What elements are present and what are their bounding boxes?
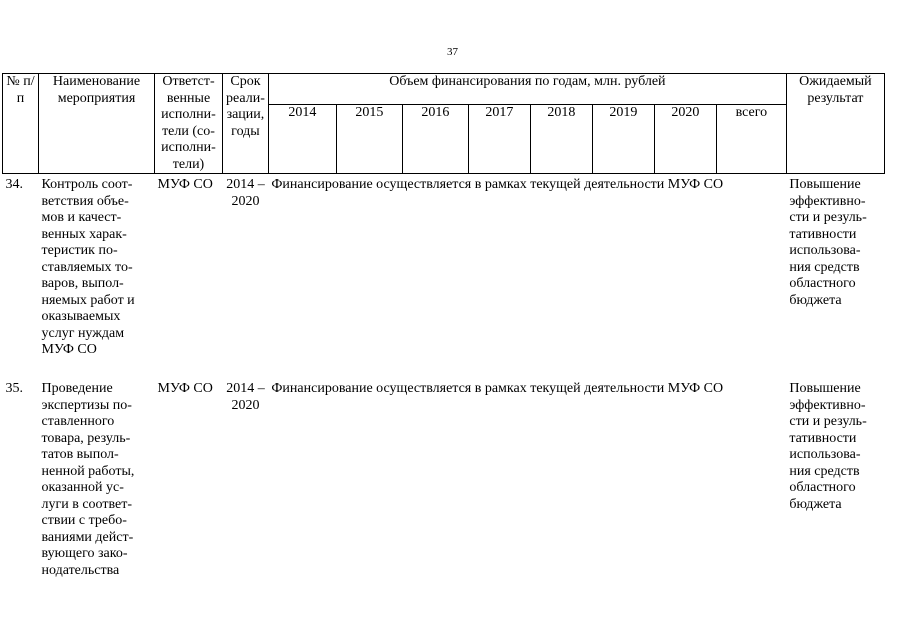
table-row <box>3 174 885 378</box>
year-2020: 2020 <box>654 105 716 174</box>
year-2014: 2014 <box>268 105 336 174</box>
header-row <box>3 74 885 105</box>
page-number: 37 <box>447 46 458 58</box>
year-total: всего <box>716 105 786 174</box>
row-financing: Финансирование осуществляется в рамках текущей деятельности МУФ СО <box>271 177 724 192</box>
row-financing: Финансирование осуществляется в рамках текущей деятельности МУФ СО <box>271 381 724 396</box>
header-col-term: Срок реали-зации, годы <box>223 74 269 174</box>
row-responsible: МУФ СО <box>157 177 213 192</box>
row-num: 35. <box>5 381 23 396</box>
year-2016: 2016 <box>402 105 468 174</box>
row-num: 34. <box>5 177 23 192</box>
row-result: Повышение эффективно- сти и резуль- тативности использова- ния средств областного бюджета <box>789 177 867 308</box>
table-row <box>3 377 885 579</box>
header-col-financing: Объем финансирования по годам, млн. рублей <box>268 74 786 105</box>
row-term: 2014 – 2020 <box>226 381 265 413</box>
row-result: Повышение эффективно- сти и резуль- тативности использова- ния средств областного бюджета <box>789 381 867 512</box>
row-responsible: МУФ СО <box>157 381 213 396</box>
year-2015: 2015 <box>336 105 402 174</box>
row-name: Контроль соот- ветствия объе- мов и качест- венных харак- теристик по- ставляемых то- варов, выпол- няемых работ и оказываемых услуг нуждам МУФ СО <box>41 177 135 357</box>
header-col-name: Наименование мероприятия <box>39 74 155 174</box>
row-term: 2014 – 2020 <box>226 177 265 209</box>
year-2018: 2018 <box>530 105 592 174</box>
program-table <box>2 73 885 579</box>
header-col-num: № п/п <box>3 74 39 174</box>
header-col-responsible: Ответст-венные исполни-тели (со-исполни-тели) <box>155 74 223 174</box>
year-2019: 2019 <box>592 105 654 174</box>
year-2017: 2017 <box>468 105 530 174</box>
header-col-result: Ожидаемый результат <box>786 74 884 174</box>
row-name: Проведение экспертизы по- ставленного товара, резуль- татов выпол- ненной работы, оказанной ус- луги в соответ- ствии с требо- ваниями дейст- вующего зако- нодательства <box>41 381 135 578</box>
